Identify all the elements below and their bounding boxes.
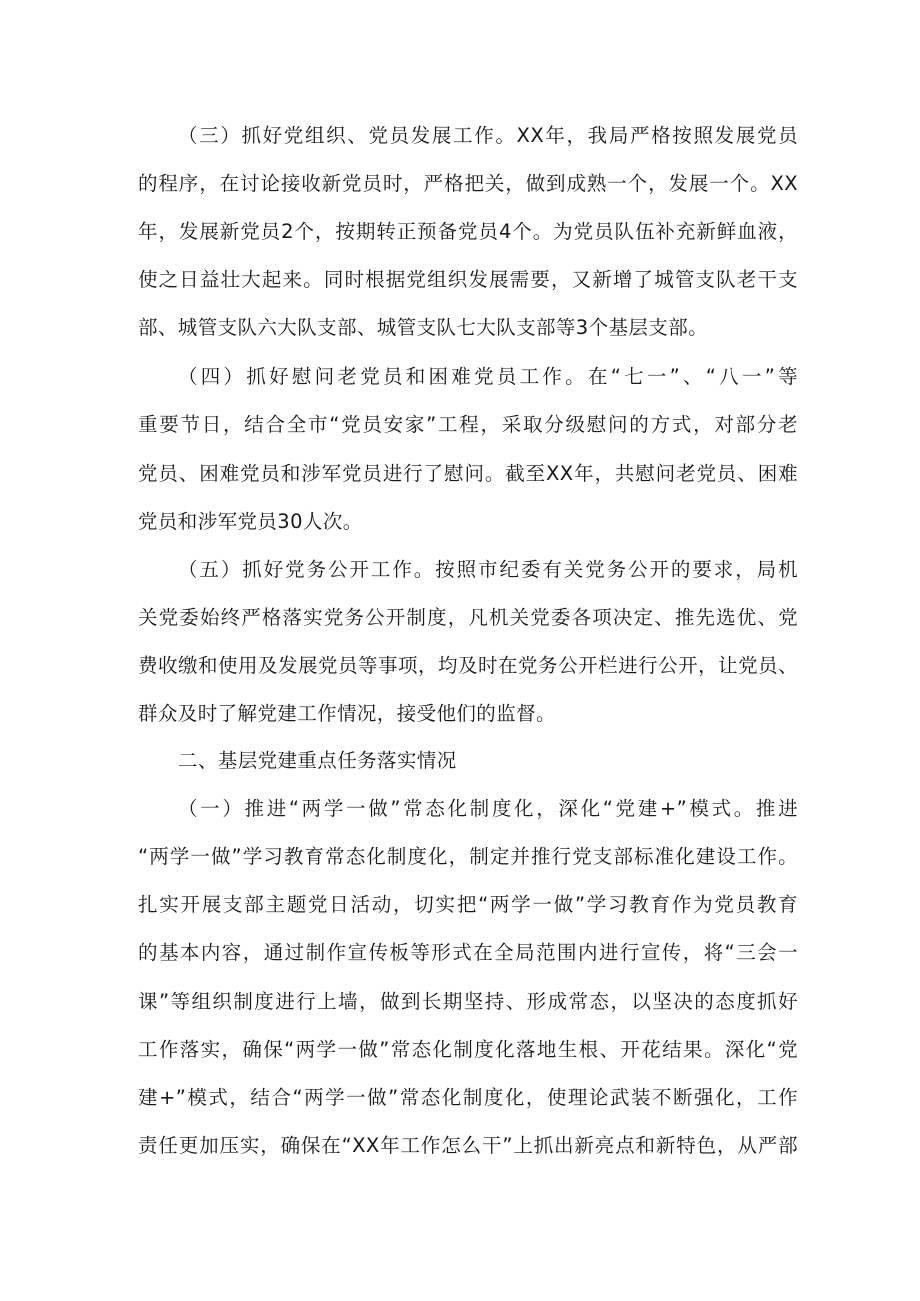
paragraph-3-line-4: 使之日益壮大起来。同时根据党组织发展需要，又新增了城管支队老干支 [138, 268, 798, 291]
paragraph-4-line-1: （四）抓好慰问老党员和困难党员工作。在“七一”、“八一”等 [178, 365, 798, 388]
section-2-paragraph-1-line-5: 课”等组织制度进行上墙，做到长期坚持、形成常态，以坚决的态度抓好 [138, 990, 798, 1013]
paragraph-4-line-3: 党员、困难党员和涉军党员进行了慰问。截至XX年，共慰问老党员、困难 [138, 462, 798, 485]
section-2-paragraph-1-line-6: 工作落实，确保“两学一做”常态化制度化落地生根、开花结果。深化“党 [138, 1038, 798, 1061]
section-heading-2: 二、基层党建重点任务落实情况 [178, 749, 457, 772]
paragraph-5-line-1: （五）抓好党务公开工作。按照市纪委有关党务公开的要求，局机 [178, 558, 798, 581]
paragraph-4-line-2: 重要节日，结合全市“党员安家”工程，采取分级慰问的方式，对部分老 [138, 413, 798, 436]
section-2-paragraph-1-line-3: 扎实开展支部主题党日活动，切实把“两学一做”学习教育作为党员教育 [138, 893, 798, 916]
section-2-paragraph-1-line-4: 的基本内容，通过制作宣传板等形式在全局范围内进行宣传，将“三会一 [138, 941, 798, 964]
paragraph-3-line-2: 的程序，在讨论接收新党员时，严格把关，做到成熟一个，发展一个。XX [138, 172, 798, 195]
paragraph-5-line-3: 费收缴和使用及发展党员等事项，均及时在党务公开栏进行公开，让党员、 [138, 654, 798, 677]
section-2-paragraph-1-line-7: 建+”模式，结合“两学一做”常态化制度化，使理论武装不断强化，工作 [138, 1086, 798, 1109]
paragraph-5-line-2: 关党委始终严格落实党务公开制度，凡机关党委各项决定、推先选优、党 [138, 606, 798, 629]
section-2-paragraph-1-line-1: （一）推进“两学一做”常态化制度化，深化“党建+”模式。推进 [178, 797, 798, 820]
section-2-paragraph-1-line-8: 责任更加压实，确保在“XX年工作怎么干”上抓出新亮点和新特色，从严部 [138, 1134, 798, 1157]
paragraph-3-line-3: 年，发展新党员2个，按期转正预备党员4个。为党员队伍补充新鲜血液， [138, 220, 798, 243]
paragraph-3-line-5: 部、城管支队六大队支部、城管支队七大队支部等3个基层支部。 [138, 316, 709, 339]
section-2-paragraph-1-line-2: “两学一做”学习教育常态化制度化，制定并推行党支部标准化建设工作。 [138, 845, 798, 868]
paragraph-4-line-4: 党员和涉军党员30人次。 [138, 510, 363, 533]
paragraph-3-line-1: （三）抓好党组织、党员发展工作。XX年，我局严格按照发展党员 [178, 124, 798, 147]
paragraph-5-line-4: 群众及时了解党建工作情况，接受他们的监督。 [138, 702, 556, 725]
